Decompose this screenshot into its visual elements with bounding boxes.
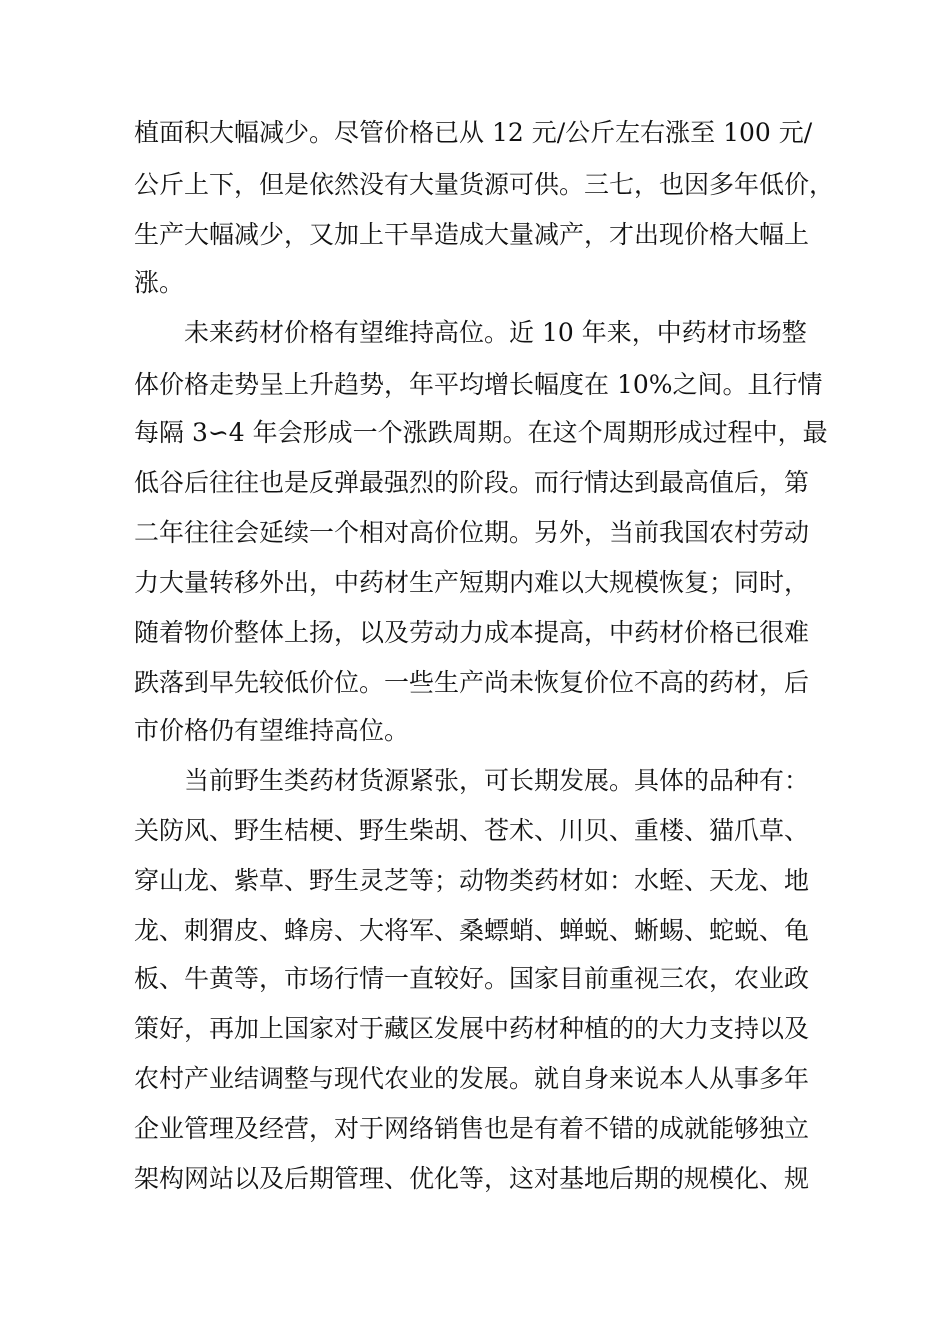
text-line: 穿山龙、紫草、野生灵芝等；动物类药材如：水蛭、天龙、地 xyxy=(134,866,810,895)
text-line: 每隔 3∽4 年会形成一个涨跌周期。在这个周期形成过程中，最 xyxy=(134,418,828,447)
text-line: 生产大幅减少，又加上干旱造成大量减产，才出现价格大幅上 xyxy=(134,220,810,249)
text-line: 低谷后往往也是反弹最强烈的阶段。而行情达到最高值后，第 xyxy=(134,468,810,497)
text-line: 植面积大幅减少。尽管价格已从 12 元/公斤左右涨至 100 元/ xyxy=(134,118,813,147)
text-line: 板、牛黄等，市场行情一直较好。国家目前重视三农，农业政 xyxy=(134,964,810,993)
text-line: 体价格走势呈上升趋势，年平均增长幅度在 10%之间。且行情 xyxy=(134,370,823,399)
paragraph-first-line: 未来药材价格有望维持高位。近 10 年来，中药材市场整 xyxy=(184,318,807,347)
text-line: 跌落到早先较低价位。一些生产尚未恢复价位不高的药材，后 xyxy=(134,668,810,697)
text-line: 市价格仍有望维持高位。 xyxy=(134,716,410,745)
text-line: 企业管理及经营，对于网络销售也是有着不错的成就能够独立 xyxy=(134,1114,810,1143)
text-line: 龙、刺猬皮、蜂房、大将军、桑螵蛸、蝉蜕、蜥蜴、蛇蜕、龟 xyxy=(134,916,810,945)
text-line: 二年往往会延续一个相对高价位期。另外，当前我国农村劳动 xyxy=(134,518,810,547)
text-line: 力大量转移外出，中药材生产短期内难以大规模恢复；同时， xyxy=(134,568,810,597)
text-line: 随着物价整体上扬，以及劳动力成本提高，中药材价格已很难 xyxy=(134,618,810,647)
text-line: 农村产业结调整与现代农业的发展。就自身来说本人从事多年 xyxy=(134,1064,810,1093)
text-line: 公斤上下，但是依然没有大量货源可供。三七，也因多年低价， xyxy=(134,170,834,199)
text-line: 涨。 xyxy=(134,268,185,297)
text-line: 关防风、野生桔梗、野生柴胡、苍术、川贝、重楼、猫爪草、 xyxy=(134,816,810,845)
text-line: 架构网站以及后期管理、优化等，这对基地后期的规模化、规 xyxy=(134,1164,810,1193)
paragraph-first-line: 当前野生类药材货源紧张，可长期发展。具体的品种有： xyxy=(184,766,810,795)
text-line: 策好，再加上国家对于藏区发展中药材种植的的大力支持以及 xyxy=(134,1014,810,1043)
